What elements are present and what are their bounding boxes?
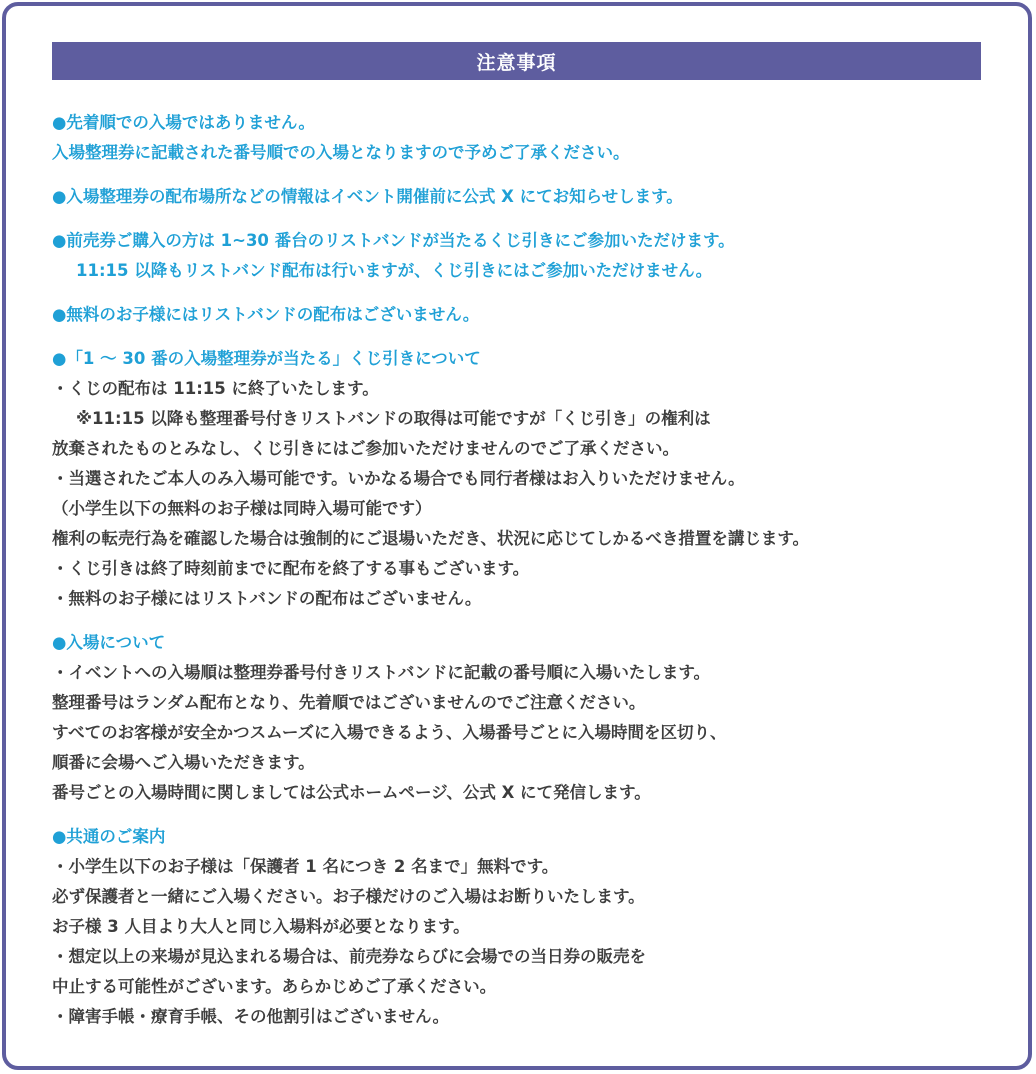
notice-text-line: ・障害手帳・療育手帳、その他割引はございません。 [52,1007,449,1026]
notice-title-bar [52,42,981,80]
notice-text-line: ・イベントへの入場順は整理券番号付きリストバンドに記載の番号順に入場いたします。 [52,663,711,682]
notice-section [52,108,992,168]
notice-heading-line: ●入場について [52,633,166,652]
notice-text-line: ・無料のお子様にはリストバンドの配布はございません。 [52,589,482,608]
notice-text-line: ※11:15 以降も整理番号付きリストバンドの取得は可能ですが「くじ引き」の権利は [76,409,711,428]
notice-text-line: ・くじ引きは終了時刻前までに配布を終了する事もございます。 [52,559,530,578]
notice-text-line: お子様 3 人目より大人と同じ入場料が必要となります。 [52,917,470,936]
notice-section [52,344,992,614]
notice-text-line: ・くじの配布は 11:15 に終了いたします。 [52,379,379,398]
notice-text-line: ・想定以上の来場が見込まれる場合は、前売券ならびに会場での当日券の販売を [52,947,646,966]
notice-content [52,108,992,1046]
notice-text-line: 放棄されたものとみなし、くじ引きにはご参加いただけませんのでご了承ください。 [52,439,679,458]
notice-text-line: ・当選されたご本人のみ入場可能です。いかなる場合でも同行者様はお入りいただけません。 [52,469,745,488]
notice-text-line: すべてのお客様が安全かつスムーズに入場できるよう、入場番号ごとに入場時間を区切り、 [52,723,727,742]
notice-section [52,628,992,808]
notice-heading-line: ●共通のご案内 [52,827,166,846]
notice-heading-line: 11:15 以降もリストバンド配布は行いますが、くじ引きにはご参加いただけません。 [76,261,713,280]
notice-section [52,182,992,212]
notice-text-line: 必ず保護者と一緒にご入場ください。お子様だけのご入場はお断りいたします。 [52,887,645,906]
notice-section [52,300,992,330]
notice-text-line: ・小学生以下のお子様は「保護者 1 名につき 2 名まで」無料です。 [52,857,559,876]
notice-heading-line: ●入場整理券の配布場所などの情報はイベント開催前に公式 X にてお知らせします。 [52,187,683,206]
notice-heading-line: ●先着順での入場ではありません。 [52,113,315,132]
notice-title: 注意事項 [476,51,557,74]
notice-section [52,822,992,1032]
notice-heading-line: ●「1 ～ 30 番の入場整理券が当たる」くじ引きについて [52,349,481,368]
notice-heading-line: ●無料のお子様にはリストバンドの配布はございません。 [52,305,480,324]
notice-text-line: 中止する可能性がございます。あらかじめご了承ください。 [52,977,497,996]
notice-heading-line: 入場整理券に記載された番号順での入場となりますので予めご了承ください。 [52,143,630,162]
notice-text-line: 番号ごとの入場時間に関しましては公式ホームページ、公式 X にて発信します。 [52,783,651,802]
notice-text-line: 順番に会場へご入場いただきます。 [52,753,315,772]
notice-section [52,226,992,286]
notice-heading-line: ●前売券ご購入の方は 1~30 番台のリストバンドが当たるくじ引きにご参加いただけます。 [52,231,735,250]
notice-text-line: 権利の転売行為を確認した場合は強制的にご退場いただき、状況に応じてしかるべき措置を講じます。 [52,529,810,548]
notice-text-line: （小学生以下の無料のお子様は同時入場可能です） [52,499,432,518]
notice-text-line: 整理番号はランダム配布となり、先着順ではございませんのでご注意ください。 [52,693,646,712]
